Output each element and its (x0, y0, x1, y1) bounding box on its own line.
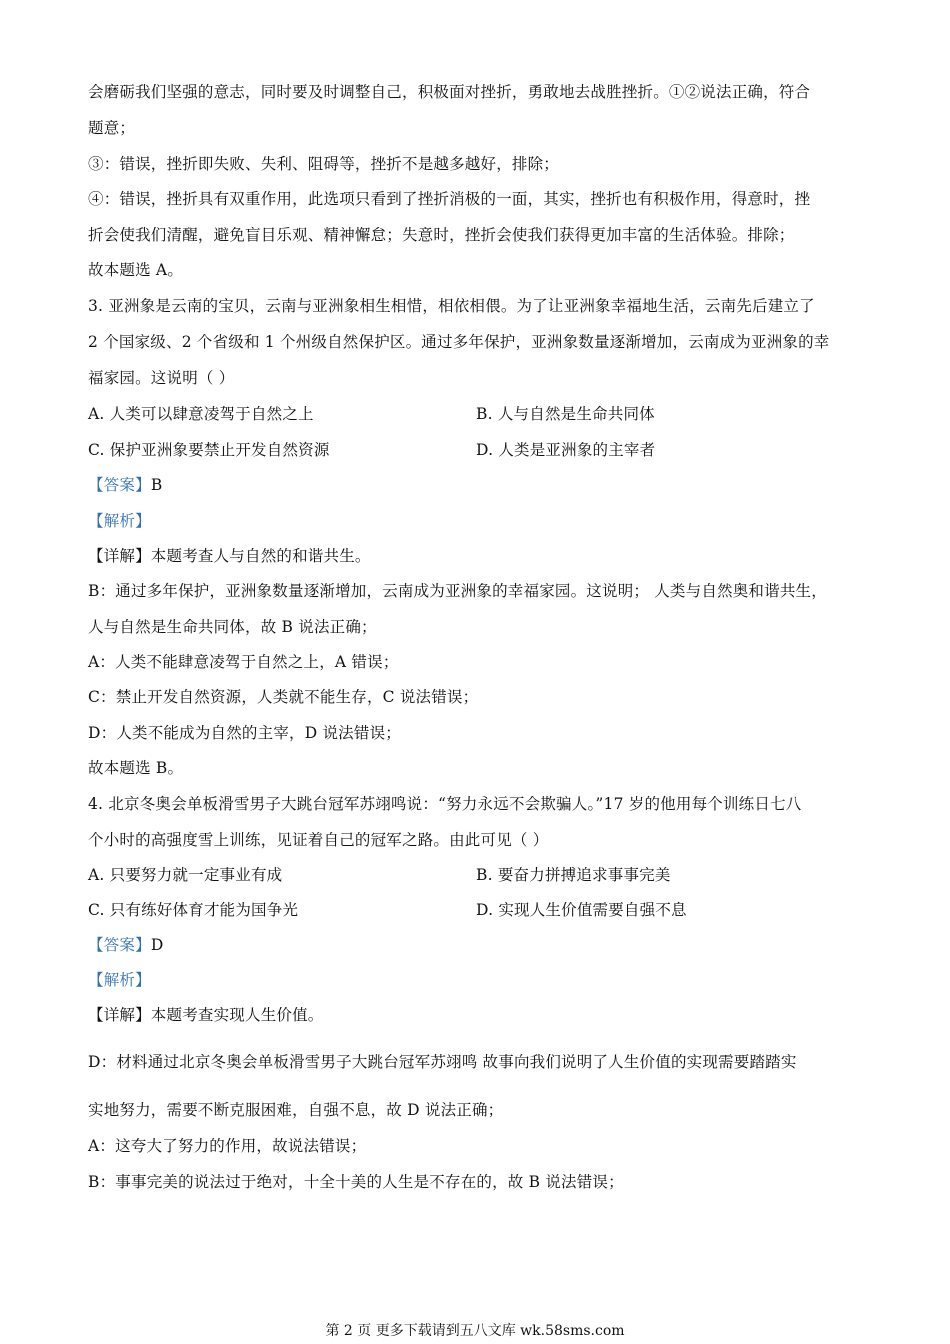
q4-stem-line-2: 个小时的高强度雪上训练，见证着自己的冠军之路。由此可见（ ） (88, 831, 549, 849)
q4-option-c: C. 只有练好体育才能为国争光 (88, 901, 299, 919)
q4-detail-line-1: 【详解】本题考查实现人生价值。 (88, 1006, 324, 1024)
q3-option-c: C. 保护亚洲象要禁止开发自然资源 (88, 441, 330, 459)
q3-stem-line-2: 2 个国家级、2 个省级和 1 个州级自然保护区。通过多年保护，亚洲象数量逐渐增加，云南成为亚洲象的幸 (88, 333, 830, 351)
q4-answer-tag: 【答案】 (88, 936, 151, 954)
q4-detail-line-3: 实地努力，需要不断克服困难，自强不息，故 D 说法正确； (88, 1101, 504, 1119)
q3-answer-value: B (150, 476, 163, 494)
q3-option-a: A. 人类可以肆意凌驾于自然之上 (88, 405, 314, 423)
intro-line-5: 折会使我们清醒，避免盲目乐观、精神懈怠；失意时，挫折会使我们获得更加丰富的生活体验。排除； (88, 226, 795, 244)
q3-detail-line-7: 故本题选 B。 (88, 759, 184, 777)
q3-answer (88, 475, 162, 495)
q4-detail-line-2: D：材料通过北京冬奥会单板滑雪男子大跳台冠军苏翊鸣 故事向我们说明了人生价值的实现需要踏踏实 (88, 1053, 797, 1071)
q4-detail-line-4: A：这夸大了努力的作用，故说法错误； (88, 1137, 367, 1155)
q4-answer-value: D (150, 936, 164, 954)
q4-analysis-tag: 【解析】 (88, 971, 151, 989)
q4-answer (88, 935, 163, 955)
q3-option-d: D. 人类是亚洲象的主宰者 (476, 441, 656, 459)
intro-line-1: 会磨砺我们坚强的意志，同时要及时调整自己，积极面对挫折，勇敢地去战胜挫折。①②说法正确，符合 (88, 83, 811, 101)
intro-line-2: 题意； (88, 119, 136, 137)
intro-line-4: ④：错误，挫折具有双重作用，此选项只看到了挫折消极的一面，其实，挫折也有积极作用，得意时，挫 (88, 190, 811, 208)
intro-line-3: ③：错误，挫折即失败、失利、阻碍等，挫折不是越多越好，排除； (88, 155, 560, 173)
q3-analysis-tag: 【解析】 (88, 512, 151, 530)
q3-answer-tag: 【答案】 (88, 476, 151, 494)
q4-option-a: A. 只要努力就一定事业有成 (88, 866, 283, 884)
q4-option-b: B. 要奋力拼搏追求事事完美 (476, 866, 671, 884)
page-footer: 第 2 页 更多下载请到五八文库 wk.58sms.com (325, 1323, 625, 1339)
q3-stem-line-1: 3. 亚洲象是云南的宝贝，云南与亚洲象相生相惜，相依相偎。为了让亚洲象幸福地生活，云南先后建立了 (88, 297, 815, 315)
q3-stem-line-3: 福家园。这说明（ ） (88, 369, 235, 387)
q3-detail-line-2: B：通过多年保护，亚洲象数量逐渐增加，云南成为亚洲象的幸福家园。这说明； 人类与自然奥和谐共生， (88, 582, 827, 600)
q3-detail-line-1: 【详解】本题考查人与自然的和谐共生。 (88, 547, 371, 565)
q4-option-d: D. 实现人生价值需要自强不息 (476, 901, 687, 919)
q4-stem-line-1: 4. 北京冬奥会单板滑雪男子大跳台冠军苏翊鸣说：“努力永远不会欺骗人。”17 岁的他用每个训练日七八 (88, 795, 802, 813)
intro-line-6: 故本题选 A。 (88, 261, 184, 279)
q3-detail-line-4: A：人类不能肆意凌驾于自然之上，A 错误； (88, 653, 399, 671)
q3-detail-line-6: D：人类不能成为自然的主宰，D 说法错误； (88, 724, 401, 742)
q3-detail-line-3: 人与自然是生命共同体，故 B 说法正确； (88, 618, 377, 636)
q3-option-b: B. 人与自然是生命共同体 (476, 405, 655, 423)
q4-detail-line-5: B：事事完美的说法过于绝对，十全十美的人生是不存在的，故 B 说法错误； (88, 1173, 624, 1191)
q3-detail-line-5: C：禁止开发自然资源，人类就不能生存，C 说法错误； (88, 688, 479, 706)
